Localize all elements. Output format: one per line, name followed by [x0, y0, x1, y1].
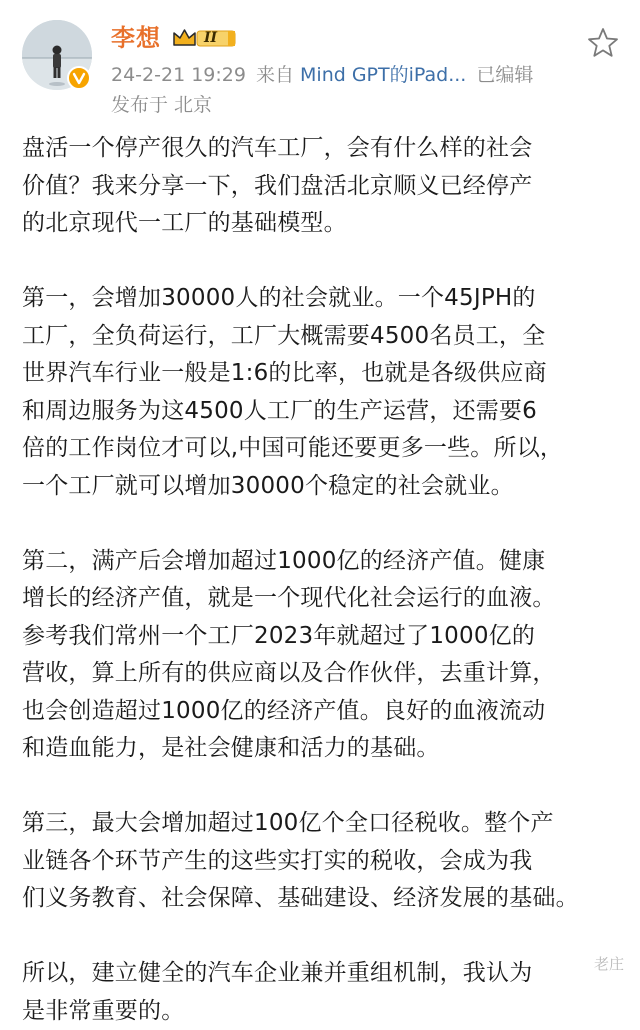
post-timestamp: 24-2-21 19:29 — [111, 64, 246, 86]
post-location: 发布于 北京 — [111, 94, 213, 116]
post-body — [22, 130, 624, 1030]
favorite-button[interactable] — [586, 26, 620, 60]
verified-v-icon — [67, 66, 91, 90]
post-paragraph-3: 第二，满产后会增加超过1000亿的经济产值。健康 增长的经济产值，就是一个现代化社会运行的血液。 参考我们常州一个工厂2023年就超过了1000亿的 营收，算上所有的供应商以及合作伙伴，去重计算， 也会创造超过1000亿的经济产值。良好的血液流动 和造血能力，是社会健康和活力的基础。 — [22, 547, 556, 761]
post-paragraph-1: 盘活一个停产很久的汽车工厂，会有什么样的社会 价值？我来分享一下，我们盘活北京顺义已经停产 的北京现代一工厂的基础模型。 — [22, 135, 533, 236]
post-meta — [111, 62, 533, 88]
post-source-link[interactable]: Mind GPT的iPad... — [300, 64, 467, 86]
post-header — [0, 0, 640, 122]
post-source-prefix: 来自 — [255, 64, 294, 86]
post-paragraph-2: 第一，会增加30000人的社会就业。一个45JPH的 工厂，全负荷运行，工厂大概需要4500名员工，全 世界汽车行业一般是1:6的比率，也就是各级供应商 和周边服务为这4500人工厂的生产运营，还需要6 倍的工作岗位才可以,中国可能还要更多一些。所以， 一个工厂就可以增加30000个稳定的社会就业。 — [22, 285, 564, 499]
star-outline-icon — [586, 26, 620, 60]
crown-level-badge[interactable] — [171, 26, 237, 50]
badge-level-label: II — [204, 30, 218, 46]
author-name[interactable]: 李想 — [111, 24, 161, 52]
watermark: 老庄 — [594, 955, 625, 973]
post-paragraph-5: 所以，建立健全的汽车企业兼并重组机制，我认为 是非常重要的。 — [22, 960, 533, 1024]
edited-label[interactable]: 已编辑 — [476, 64, 534, 86]
post-paragraph-4: 第三，最大会增加超过100亿个全口径税收。整个产 业链各个环节产生的这些实打实的税收，会成为我 们义务教育、社会保障、基础建设、经济发展的基础。 — [22, 810, 579, 911]
